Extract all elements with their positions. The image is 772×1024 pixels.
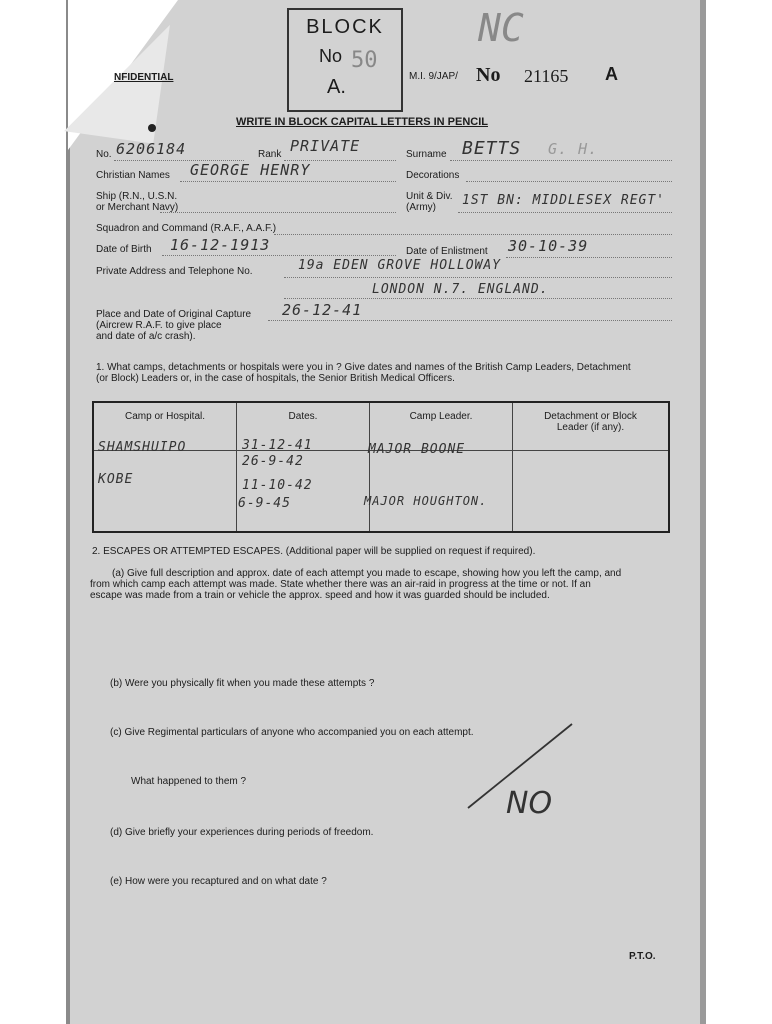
surname-initials: G. H. [548, 140, 599, 158]
block-stamp-number: 50 [351, 48, 378, 73]
form-no-label: No [476, 64, 501, 86]
q1-text-line-1: 1. What camps, detachments or hospitals were you in ? Give dates and names of the British Camp Leaders, Detachment [96, 362, 631, 373]
surname-label: Surname [406, 149, 447, 160]
q2-d: (d) Give briefly your experiences during periods of freedom. [110, 827, 374, 838]
leader-2: MAJOR HOUGHTON. [364, 494, 488, 508]
capture-label-2: (Aircrew R.A.F. to give place [96, 320, 222, 331]
christian-names-value: GEORGE HENRY [190, 161, 311, 179]
ship-label-2: or Merchant Navy) [96, 202, 179, 213]
block-stamp-label: BLOCK [306, 16, 384, 38]
block-stamp [287, 8, 403, 112]
header-detachment-line-1: Detachment or Block [544, 411, 637, 422]
header-camp-leader: Camp Leader. [370, 402, 513, 451]
q2-a-line-1: (a) Give full description and approx. date of each attempt you made to escape, showing how you left the camp, and [112, 568, 622, 579]
answer-no: NO [506, 786, 553, 821]
q2-heading: 2. ESCAPES OR ATTEMPTED ESCAPES. (Additional paper will be supplied on request if required). [92, 546, 536, 557]
unit-label-1: Unit & Div. [406, 191, 453, 202]
q1-text-line-2: (or Block) Leaders or, in the case of hospitals, the Senior British Medical Officers. [96, 373, 455, 384]
pto-label: P.T.O. [629, 951, 656, 962]
service-no-value: 6206184 [116, 140, 187, 158]
block-stamp-no: No [319, 46, 343, 66]
sheet-left-edge [66, 0, 70, 1024]
date-2b: 6-9-45 [238, 496, 291, 511]
confidential-label: NFIDENTIAL [114, 72, 174, 83]
capture-label-1: Place and Date of Original Capture [96, 309, 252, 320]
q2-c: (c) Give Regimental particulars of anyone who accompanied you on each attempt. [110, 727, 474, 738]
header-dates: Dates. [237, 402, 370, 451]
header-detachment [513, 402, 670, 451]
sheet-right-edge [700, 0, 706, 1024]
q2-a-line-3: escape was made from a train or vehicle the approx. speed and how it was guarded should be included. [90, 590, 550, 601]
squadron-label: Squadron and Command (R.A.F., A.A.F.) [96, 223, 277, 234]
capture-label-3: and date of a/c crash). [96, 331, 196, 342]
capture-value: 26-12-41 [282, 301, 363, 319]
christian-names-label: Christian Names [96, 170, 170, 181]
header-detachment-line-2: Leader (if any). [556, 422, 625, 433]
date-1a: 31-12-41 [242, 438, 313, 453]
form-suffix: A [605, 64, 618, 84]
rank-label: Rank [258, 149, 282, 160]
mi-reference: M.I. 9/JAP/ [409, 71, 458, 82]
service-no-label: No. [96, 149, 112, 160]
unit-value: 1ST BN: MIDDLESEX REGT' [462, 193, 666, 208]
header-camp: Camp or Hospital. [93, 402, 237, 451]
address-label: Private Address and Telephone No. [96, 266, 253, 277]
address-line-2: LONDON N.7. ENGLAND. [372, 282, 549, 297]
address-line-1: 19a EDEN GROVE HOLLOWAY [298, 258, 502, 273]
pin-icon [148, 124, 156, 132]
rank-value: PRIVATE [290, 137, 361, 155]
camp-2: KOBE [98, 472, 134, 487]
q2-e: (e) How were you recaptured and on what date ? [110, 876, 327, 887]
camp-table [92, 401, 670, 533]
block-stamp-letter: A. [327, 76, 346, 98]
enlistment-label: Date of Enlistment [406, 246, 488, 257]
dob-value: 16-12-1913 [170, 236, 271, 254]
camp-1: SHAMSHUIPO [98, 440, 187, 455]
date-1b: 26-9-42 [242, 454, 304, 469]
form-number: 21165 [524, 66, 569, 86]
camp-table-body-row [93, 451, 669, 533]
leader-1: MAJOR BOONE [368, 442, 466, 457]
dob-label: Date of Birth [96, 244, 152, 255]
enlistment-value: 30-10-39 [508, 237, 589, 255]
instruction-title: WRITE IN BLOCK CAPITAL LETTERS IN PENCIL [236, 116, 488, 128]
q2-c-follow: What happened to them ? [131, 776, 247, 787]
nc-handwritten-mark: NC [478, 6, 524, 50]
ship-label-1: Ship (R.N., U.S.N. [96, 191, 178, 202]
surname-value: BETTS [462, 138, 522, 159]
q2-b: (b) Were you physically fit when you made these attempts ? [110, 678, 375, 689]
date-2a: 11-10-42 [242, 478, 313, 493]
q2-a-line-2: from which camp each attempt was made. State whether there was an air-raid in progress at the time or not. If an [90, 579, 591, 590]
decorations-label: Decorations [406, 170, 460, 181]
unit-label-2: (Army) [406, 202, 436, 213]
